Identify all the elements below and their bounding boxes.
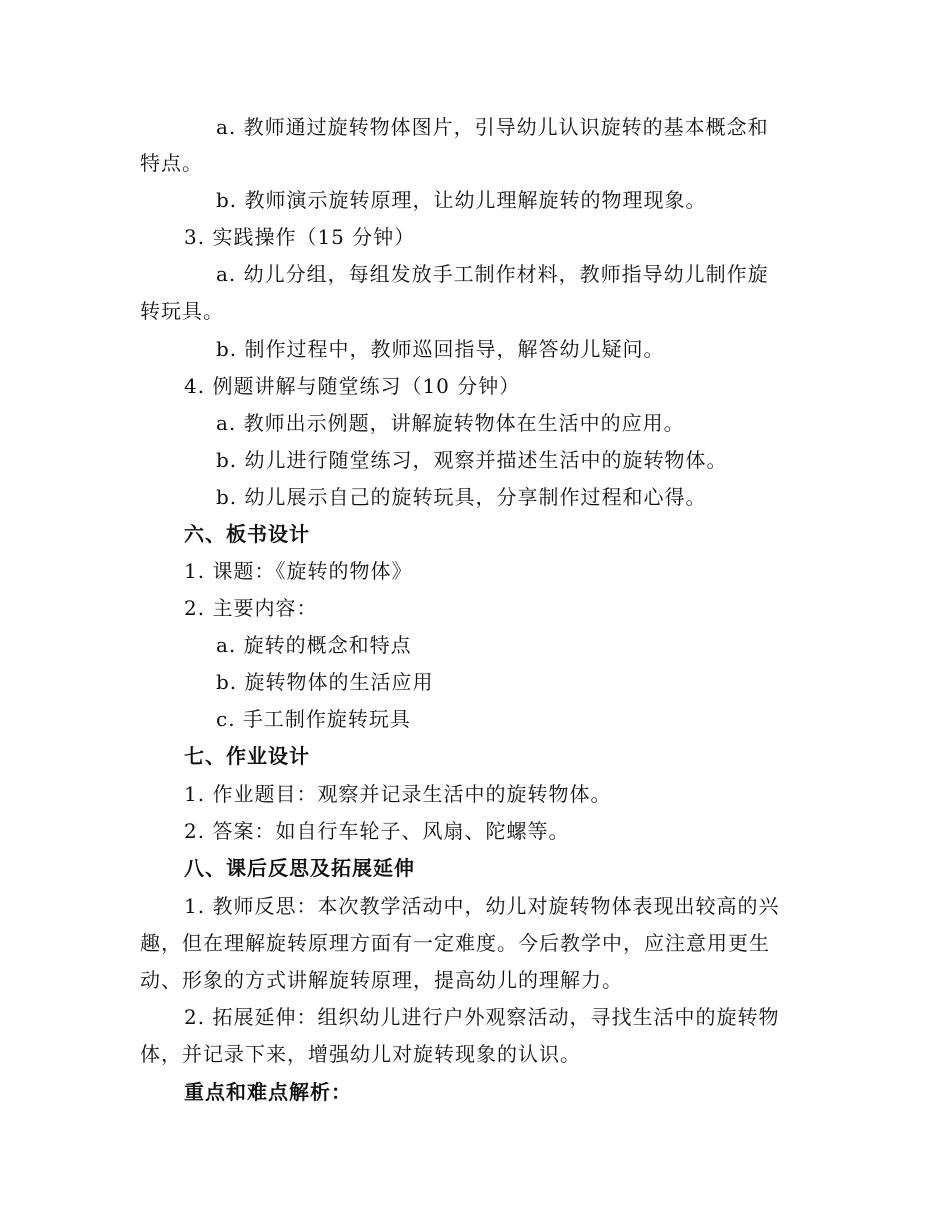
text-line: c. 手工制作旋转玩具 <box>216 707 411 731</box>
text-line: 动、形象的方式讲解旋转原理，提高幼儿的理解力。 <box>140 968 623 992</box>
section-heading: 六、板书设计 <box>184 522 310 546</box>
text-line: 趣，但在理解旋转原理方面有一定难度。今后教学中，应注意用更生 <box>140 931 770 955</box>
section-heading: 八、课后反思及拓展延伸 <box>184 856 415 880</box>
section-heading: 七、作业设计 <box>184 744 310 768</box>
list-item-heading: 3. 实践操作（15 分钟） <box>184 225 416 249</box>
text-line: 特点。 <box>140 151 203 175</box>
text-line: b. 制作过程中，教师巡回指导，解答幼儿疑问。 <box>216 337 665 361</box>
text-line: a. 幼儿分组，每组发放手工制作材料，教师指导幼儿制作旋 <box>216 262 769 286</box>
text-line: a. 旋转的概念和特点 <box>216 633 412 657</box>
text-line: b. 幼儿进行随堂练习，观察并描述生活中的旋转物体。 <box>216 448 728 472</box>
text-line: 2. 主要内容： <box>184 596 318 620</box>
text-line: 转玩具。 <box>140 299 224 323</box>
text-line: a. 教师出示例题，讲解旋转物体在生活中的应用。 <box>216 411 685 435</box>
text-line: 体，并记录下来，增强幼儿对旋转现象的认识。 <box>140 1042 581 1066</box>
text-line: 1. 教师反思：本次教学活动中，幼儿对旋转物体表现出较高的兴 <box>184 894 780 918</box>
section-heading: 重点和难点解析： <box>184 1080 352 1104</box>
text-line: a. 教师通过旋转物体图片，引导幼儿认识旋转的基本概念和 <box>216 115 769 139</box>
text-line: 1. 作业题目：观察并记录生活中的旋转物体。 <box>184 782 612 806</box>
text-line: b. 教师演示旋转原理，让幼儿理解旋转的物理现象。 <box>216 188 707 212</box>
text-line: b. 幼儿展示自己的旋转玩具，分享制作过程和心得。 <box>216 485 707 509</box>
text-line: 2. 拓展延伸：组织幼儿进行户外观察活动，寻找生活中的旋转物 <box>184 1005 780 1029</box>
list-item-heading: 4. 例题讲解与随堂练习（10 分钟） <box>184 374 521 398</box>
text-line: 1. 课题：《旋转的物体》 <box>184 559 413 583</box>
text-line: b. 旋转物体的生活应用 <box>216 670 434 694</box>
text-line: 2. 答案：如自行车轮子、风扇、陀螺等。 <box>184 819 570 843</box>
